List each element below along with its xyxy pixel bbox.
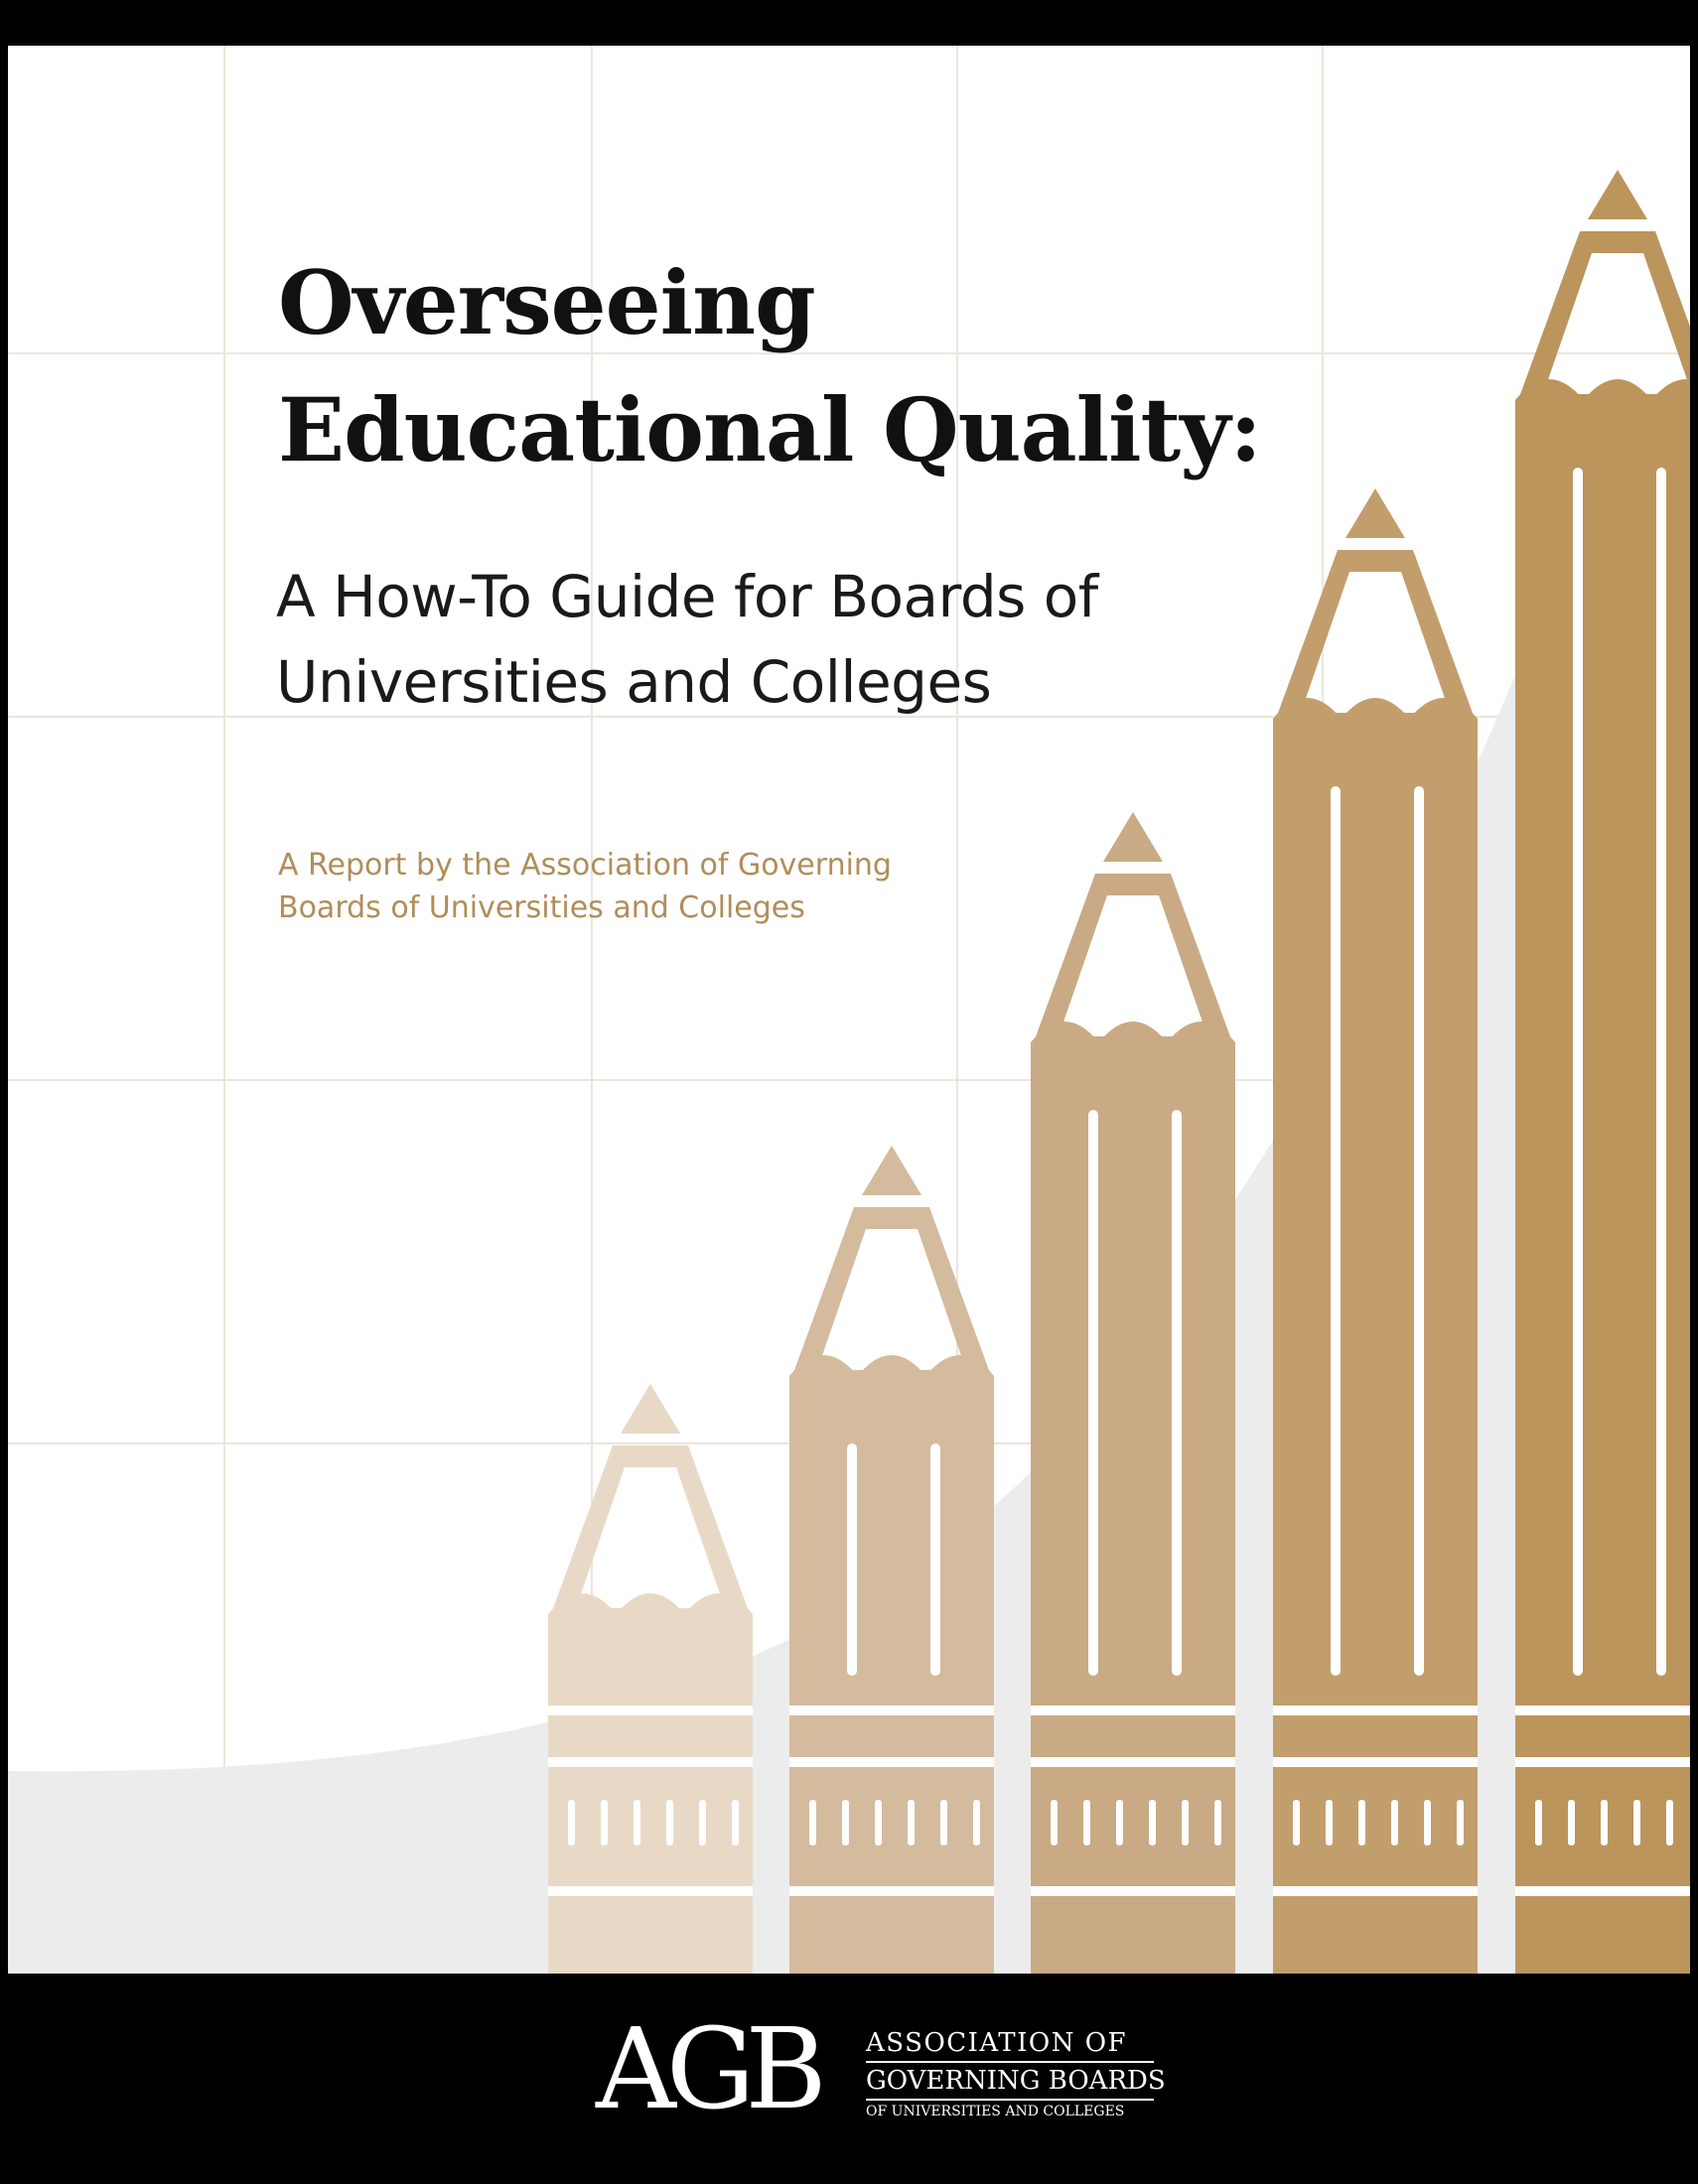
pencil-ferrule-tick	[809, 1800, 816, 1845]
pencil-band-gap	[1273, 1757, 1478, 1767]
pencil-lead	[862, 1146, 921, 1195]
pencil-groove	[1172, 1110, 1182, 1676]
pencil-band-gap	[789, 1706, 994, 1715]
pencil-1	[548, 1384, 753, 1974]
pencil-body	[1273, 698, 1478, 1974]
pencil-ferrule-tick	[1391, 1800, 1398, 1845]
logo-line-2: GOVERNING BOARDS	[866, 2063, 1154, 2101]
pencil-groove	[1573, 468, 1583, 1676]
pencil-4	[1273, 488, 1478, 1974]
pencil-band-gap	[548, 1706, 753, 1715]
agb-logo	[596, 2005, 1166, 2134]
pencil-groove	[847, 1443, 857, 1676]
pencil-ferrule-tick	[1116, 1800, 1123, 1845]
agb-logo-wordmark	[866, 2025, 1166, 2122]
pencil-body	[548, 1593, 753, 1974]
pencil-ferrule-tick	[842, 1800, 849, 1845]
pencil-ferrule-tick	[568, 1800, 575, 1845]
report-subtitle	[276, 554, 1098, 725]
pencil-ferrule-tick	[1182, 1800, 1189, 1845]
pencil-ferrule-tick	[1535, 1800, 1542, 1845]
pencil-band-gap	[1031, 1757, 1235, 1767]
pencil-band-gap	[1031, 1886, 1235, 1896]
pencil-ferrule-tick	[666, 1800, 673, 1845]
pencil-ferrule-tick	[1326, 1800, 1333, 1845]
subtitle-line-2: Universities and Colleges	[276, 648, 992, 716]
agb-logo-mark: AGB	[596, 2005, 817, 2134]
byline-line-2: Boards of Universities and Colleges	[278, 890, 805, 925]
pencil-band-gap	[548, 1886, 753, 1896]
logo-line-3: OF UNIVERSITIES AND COLLEGES	[866, 2104, 1125, 2119]
pencil-band-gap	[1515, 1706, 1690, 1715]
title-line-2: Educational Quality:	[278, 378, 1261, 481]
pencil-ferrule-tick	[908, 1800, 915, 1845]
report-cover	[8, 46, 1690, 1974]
pencil-groove	[930, 1443, 940, 1676]
pencil-ferrule-tick	[1083, 1800, 1090, 1845]
pencil-2	[789, 1146, 994, 1974]
pencil-band-gap	[1273, 1706, 1478, 1715]
pencil-ferrule-tick	[634, 1800, 640, 1845]
pencil-groove	[1414, 786, 1424, 1676]
pencil-groove	[1656, 468, 1666, 1676]
pencil-lead	[1103, 812, 1163, 862]
top-black-band	[0, 0, 1698, 46]
pencil-band-gap	[789, 1757, 994, 1767]
subtitle-line-1: A How-To Guide for Boards of	[276, 563, 1098, 630]
pencil-body	[1031, 1022, 1235, 1974]
pencil-ferrule-tick	[875, 1800, 882, 1845]
pencil-5	[1515, 170, 1690, 1974]
pencil-ferrule-tick	[1601, 1800, 1608, 1845]
report-title	[278, 239, 1261, 493]
pencil-groove	[1088, 1110, 1098, 1676]
pencil-ferrule-tick	[1633, 1800, 1640, 1845]
pencil-ferrule-tick	[1424, 1800, 1431, 1845]
pencil-ferrule-tick	[1051, 1800, 1058, 1845]
pencil-band-gap	[1515, 1757, 1690, 1767]
pencil-3	[1031, 812, 1235, 1974]
pencil-groove	[1331, 786, 1341, 1676]
pencil-ferrule-tick	[1666, 1800, 1673, 1845]
pencil-lead	[1345, 488, 1405, 538]
pencil-ferrule-tick	[1457, 1800, 1464, 1845]
pencil-band-gap	[1515, 1886, 1690, 1896]
pencil-ferrule-tick	[940, 1800, 947, 1845]
byline-line-1: A Report by the Association of Governing	[278, 848, 892, 883]
pencil-lead	[621, 1384, 680, 1433]
pencil-ferrule-tick	[1568, 1800, 1575, 1845]
pencil-ferrule-tick	[1358, 1800, 1365, 1845]
pencil-band-gap	[1273, 1886, 1478, 1896]
pencil-ferrule-tick	[1149, 1800, 1156, 1845]
logo-line-1: ASSOCIATION OF	[866, 2025, 1154, 2063]
pencil-body	[789, 1355, 994, 1974]
pencil-ferrule-tick	[1293, 1800, 1300, 1845]
pencil-ferrule-tick	[601, 1800, 608, 1845]
pencil-lead	[1588, 170, 1647, 219]
pencil-ferrule-tick	[1214, 1800, 1221, 1845]
report-byline	[278, 844, 892, 929]
pencil-ferrule-tick	[732, 1800, 739, 1845]
pencil-band-gap	[1031, 1706, 1235, 1715]
pencil-ferrule-tick	[699, 1800, 706, 1845]
pencil-ferrule-tick	[973, 1800, 980, 1845]
pencil-band-gap	[789, 1886, 994, 1896]
pencil-band-gap	[548, 1757, 753, 1767]
title-line-1: Overseeing	[278, 251, 815, 354]
